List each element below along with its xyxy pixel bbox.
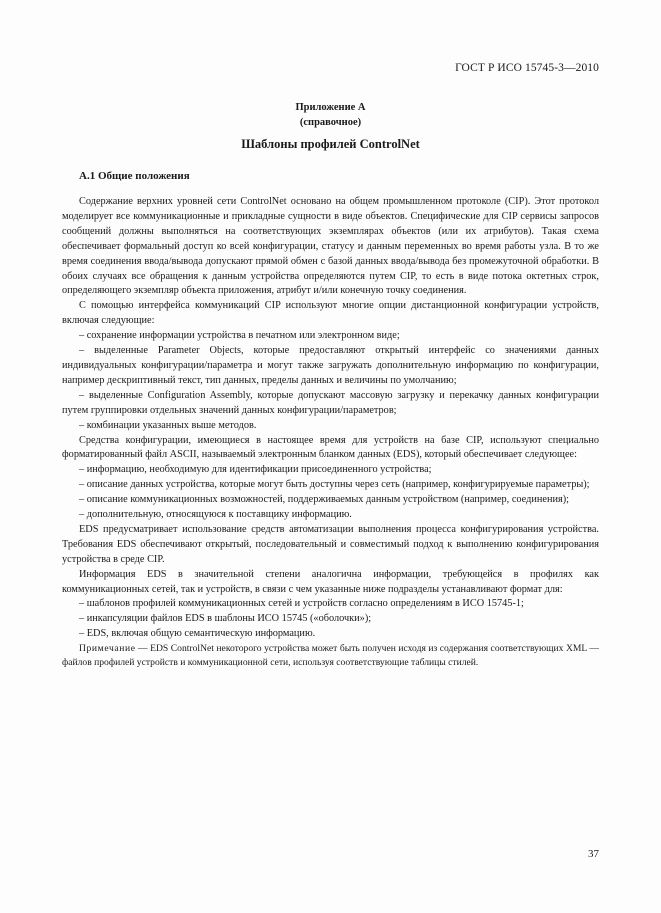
list-item: – EDS, включая общую семантическую информацию. (79, 628, 316, 640)
list-item: – инкапсуляции файлов EDS в шаблоны ИСО 15745 («оболочки»); (79, 613, 372, 625)
paragraph-intro: Содержание верхних уровней сети ControlNet основано на общем промышленном протоколе (CIP). Этот протокол моделирует все коммуникационные и прикладные сущности в виде объектов. Специфические для CIP сервисы запросов сообщений должны выполняться на соответствующих экземплярах объектов (или их атрибутов). Такая схема обеспечивает формальный доступ ко всей конфигурации, статусу и данным переменных во время работы узла. В то же время соединения ввода/вывода допускают прямой обмен с базой данных ввода/вывода без промежуточной обработки. В обоих случаях все обращения к данным устройства определяются путем CIP, то есть в виде потока октетных строк, определяющего экземпляр объекта приложения, атрибут и/или конечную точку соединения. (62, 196, 599, 297)
list-item: – сохранение информации устройства в печатном или электронном виде; (79, 330, 400, 342)
list-item: – дополнительную, относящуюся к поставщику информацию. (79, 509, 352, 521)
subsection-title: А.1 Общие положения (79, 170, 190, 182)
page-number: 37 (588, 848, 599, 860)
note (62, 642, 599, 670)
list-item: – информацию, необходимую для идентификации присоединенного устройства; (79, 464, 432, 476)
list-item: – описание коммуникационных возможностей, поддерживаемых данным устройством (например, соединения); (79, 494, 569, 506)
list-item: – комбинации указанных выше методов. (79, 419, 257, 431)
list-item: – описание данных устройства, которые могут быть доступны через сеть (например, конфигурируемые параметры); (79, 479, 590, 491)
note-label: Примечание (79, 643, 136, 655)
paragraph-eds: EDS предусматривает использование средств автоматизации выполнения процесса конфигурирования устройства. Требования EDS обеспечивают открытый, последовательный и совместимый подход к выполнению конфигурирования устройства в среде CIP. (62, 523, 599, 565)
paragraph-eds-info: Информация EDS в значительной степени аналогична информации, требующейся в профилях как коммуникационных сетей, так и устройств, в связи с чем указанные ниже подразделы устанавливают формат для: (62, 568, 599, 595)
list-item: – шаблонов профилей коммуникационных сетей и устройств согласно определениям в ИСО 15745-1; (79, 598, 524, 610)
section-title: Шаблоны профилей ControlNet (241, 137, 420, 151)
note-text: — EDS ControlNet некоторого устройства может быть получен исходя из содержания соответствующих XML — файлов профилей устройств и коммуникационной сети, используя соответствующие таблицы стилей. (62, 643, 599, 669)
list-item: – выделенные Configuration Assembly, которые допускают массовую загрузку и перекачку данных конфигурации путем группировки отдельных значений данных конфигурации/параметров; (62, 389, 599, 416)
annex-title: Приложение А (295, 102, 366, 113)
annex-type: (справочное) (299, 117, 362, 128)
standard-header: ГОСТ Р ИСО 15745-3—2010 (455, 62, 599, 74)
list-item: – выделенные Parameter Objects, которые предоставляют открытый интерфейс со значениями данных индивидуальных конфигурации/параметра и могут также загружать дополнительную информацию по конфигурации, например дескриптивный текст, тип данных, пределы данных и величины по умолчанию; (62, 345, 599, 386)
paragraph-config-tools: Средства конфигурации, имеющиеся в настоящее время для устройств на базе CIP, используют специально форматированный файл ASCII, называемый электронным бланком данных (EDS), который обеспечивает следующее: (62, 434, 599, 461)
body-text (62, 195, 599, 670)
annex-heading (0, 100, 661, 130)
paragraph-cip-options: С помощью интерфейса коммуникаций CIP используют многие опции дистанционной конфигурации устройств, включая следующие: (62, 300, 599, 327)
